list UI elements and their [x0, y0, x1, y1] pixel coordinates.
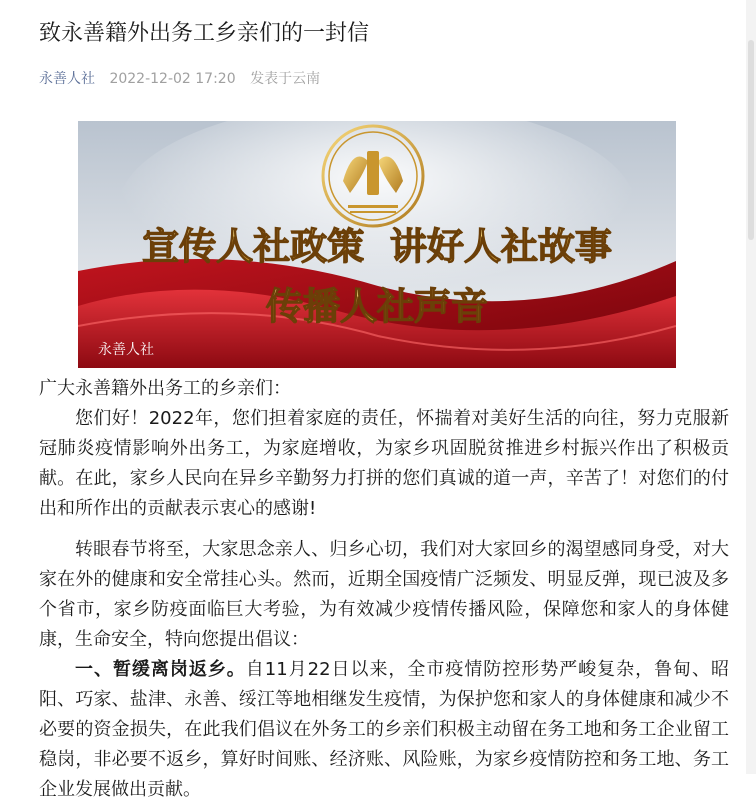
banner-signature: 永善人社	[98, 342, 154, 358]
banner-slogan-line1: 宣传人社政策 讲好人社故事	[142, 224, 612, 268]
scrollbar[interactable]	[746, 0, 756, 774]
article-body	[39, 374, 729, 805]
paragraph-3	[39, 655, 729, 805]
paragraph-1: 您们好！2022年，您们担着家庭的责任，怀揣着对美好生活的向往，努力克服新冠肺炎疫情影响外出务工，为家庭增收，为家乡巩固脱贫推进乡村振兴作出了积极贡献。在此，家乡人民向在异乡辛勤努力打拼的您们真诚的道一声，辛苦了！对您们的付出和所作出的贡献表示衷心的感谢!	[39, 408, 729, 519]
publish-date: 2022-12-02 17:20	[109, 71, 236, 87]
publish-location: 发表于云南	[250, 71, 321, 87]
greeting: 广大永善籍外出务工的乡亲们：	[39, 378, 291, 399]
scrollbar-thumb[interactable]	[748, 40, 754, 240]
author-link[interactable]: 永善人社	[39, 71, 95, 87]
paragraph-3-text: 自11月22日以来，全市疫情防控形势严峻复杂，鲁甸、昭阳、巧家、盐津、永善、绥江等地相继发生疫情，为保护您和家人的身体健康和减少不必要的资金损失，在此我们倡议在外务工的乡亲们积极主动留在务工地和务工企业留工稳岗，非必要不返乡，算好时间账、经济账、风险账，为家乡疫情防控和务工地、务工企业发展做出贡献。	[39, 659, 729, 800]
article-meta	[39, 69, 320, 89]
banner-slogan-line2: 传播人社声音	[266, 284, 488, 328]
paragraph-2: 转眼春节将至，大家思念亲人、归乡心切，我们对大家回乡的渴望感同身受，对大家在外的健康和安全常挂心头。然而，近期全国疫情广泛频发、明显反弹，现已波及多个省市，家乡防疫面临巨大考验，为有效减少疫情传播风险，保障您和家人的身体健康，生命安全，特向您提出倡议：	[39, 539, 729, 650]
banner-image	[78, 121, 676, 368]
article-title: 致永善籍外出务工乡亲们的一封信	[39, 21, 370, 46]
paragraph-3-heading: 一、暂缓离岗返乡。	[75, 659, 246, 680]
